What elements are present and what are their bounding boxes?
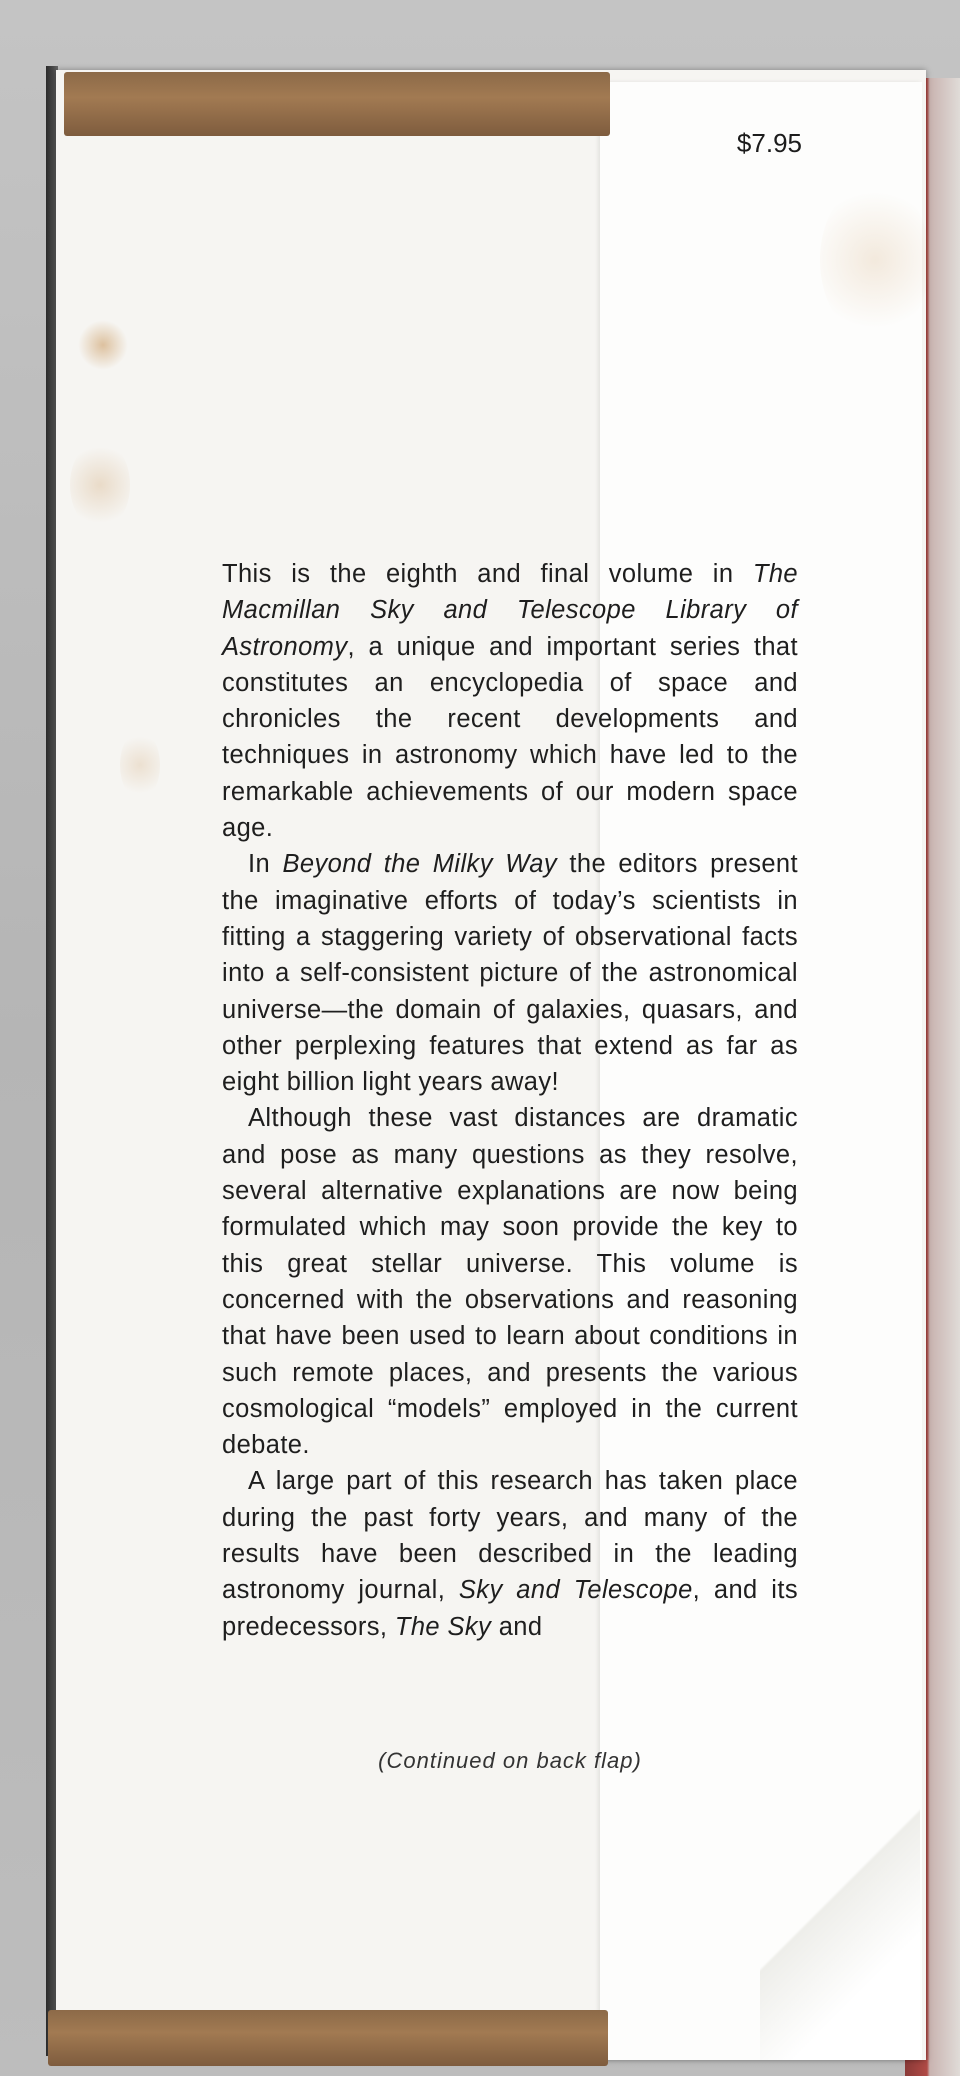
paragraph-text: A large part of this research has taken place during the past forty years, and many of the results have been described in the leading astronomy journal,: [222, 1467, 798, 1605]
paragraph-text: In: [248, 850, 283, 879]
continued-note: (Continued on back flap): [378, 1748, 642, 1773]
blurb-paragraph: [222, 556, 798, 846]
flap-blurb: [222, 556, 798, 1645]
tape-strip-top: [64, 72, 610, 136]
paragraph-text: Although these vast distances are dramatic and pose as many questions as they resolve, several alternative explanations are now being formulated which may soon provide the key to this great stellar universe. This volume is concerned with the observations and reasoning that have been used to learn about conditions in such remote places, and presents the various cosmological “models” employed in the current debate.: [222, 1104, 798, 1460]
blurb-paragraph: [222, 1100, 798, 1463]
stain-mark: [70, 440, 130, 530]
paragraph-text: and: [491, 1612, 543, 1641]
italic-title-text: Sky and Telescope: [458, 1576, 693, 1605]
stain-mark: [820, 180, 930, 340]
paragraph-text: , and its predecessors,: [222, 1576, 799, 1641]
tape-strip-bottom: [48, 2010, 608, 2066]
stain-mark: [120, 730, 160, 800]
blurb-paragraph: [222, 846, 798, 1100]
italic-title-text: Beyond the Milky Way: [282, 850, 557, 879]
blurb-paragraph: [222, 1463, 798, 1644]
italic-title-text: The Macmillan Sky and Telescope Library of Astronomy: [222, 560, 798, 661]
paragraph-text: , a unique and important series that constitutes an encyclopedia of space and chronicles the recent developments and techniques in astronomy which have led to the remarkable achievements of our modern space age.: [222, 632, 798, 843]
price-label: $7.95: [736, 128, 802, 158]
italic-title-text: The Sky: [394, 1612, 492, 1641]
paragraph-text: the editors present the imaginative efforts of today’s scientists in fitting a staggering variety of observational facts into a self-consistent picture of the astronomical universe—the domain of galaxies, quasars, and other perplexing features that extend as far as eight billion light years away!: [222, 850, 798, 1097]
stain-mark: [78, 320, 128, 370]
folded-corner: [760, 1800, 920, 2060]
paragraph-text: This is the eighth and final volume in: [222, 560, 753, 588]
